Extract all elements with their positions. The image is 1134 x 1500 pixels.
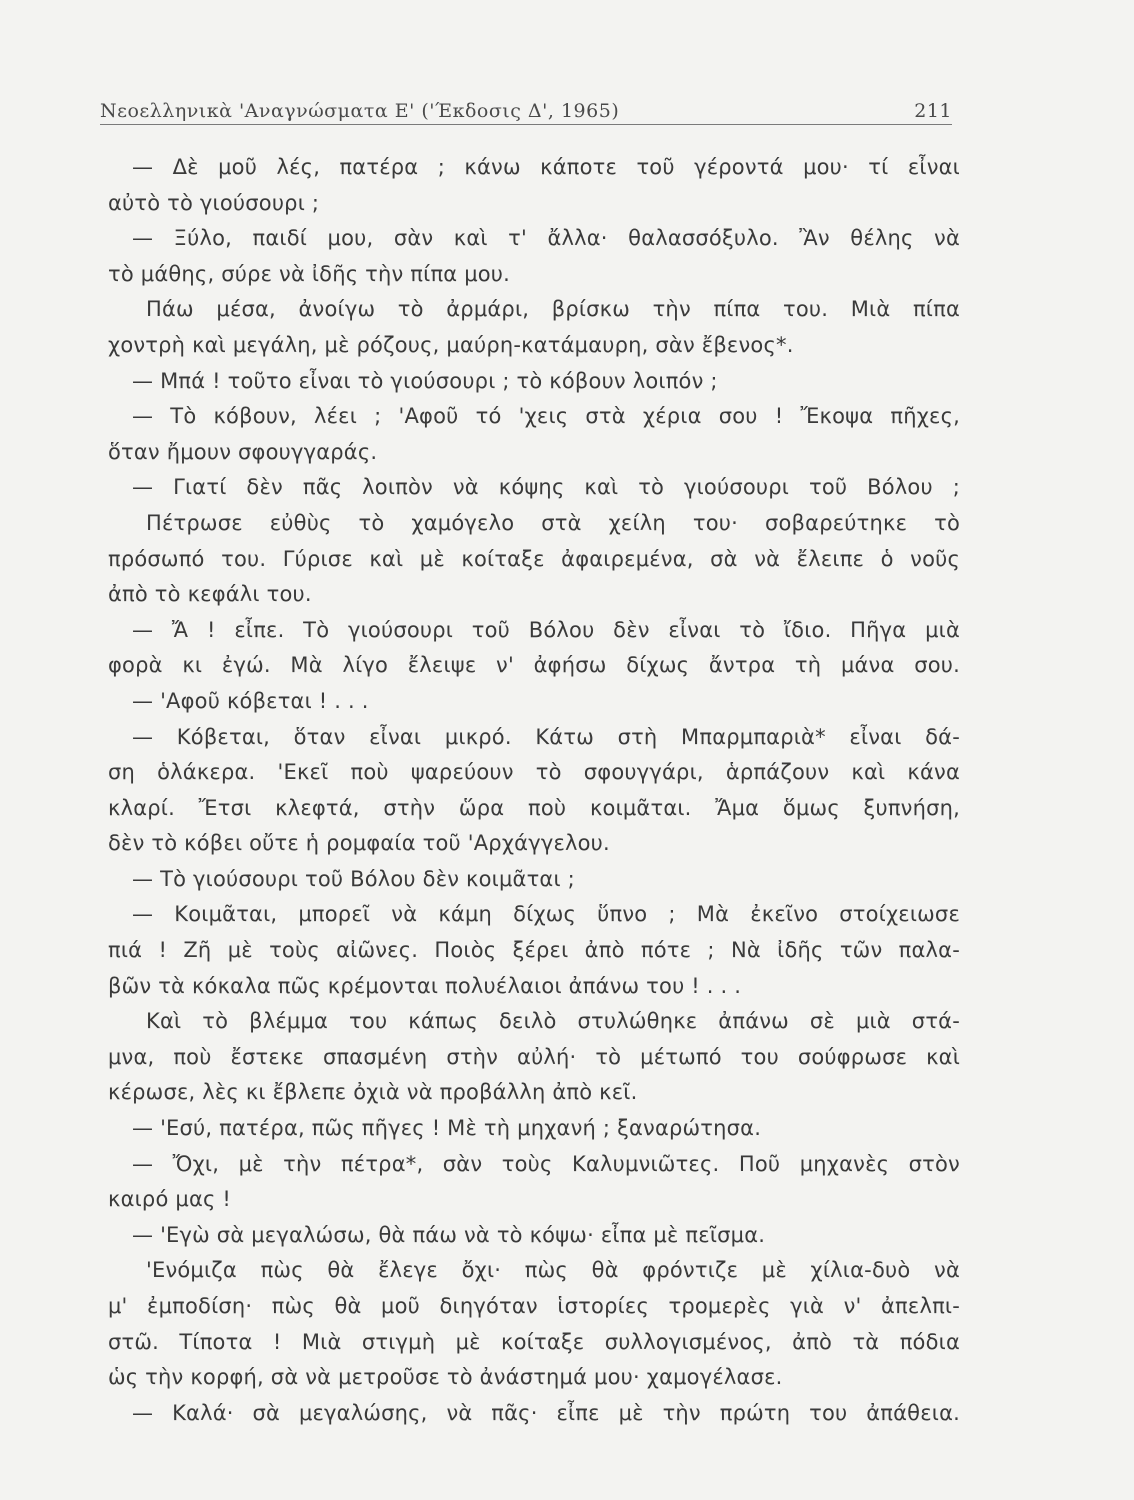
text-line: — Κοιμᾶται, μπορεῖ νὰ κάμη δίχως ὕπνο ; Μὰ ἐκεῖνο στοίχειωσε [132,902,960,927]
text-line: — Κόβεται, ὅταν εἶναι μικρό. Κάτω στὴ Μπαρμπαριὰ* εἶναι δά- [132,724,960,749]
running-title: Νεοελληνικὰ 'Αναγνώσματα Ε' ('Έκδοσις Δ', 1965) [100,100,620,122]
text-line: — Τὸ κόβουν, λέει ; 'Αφοῦ τό 'χεις στὰ χέρια σου ! Ἔκοψα πῆχες, [132,404,960,429]
text-line: τὸ μάθης, σύρε νὰ ἰδῆς τὴν πίπα μου. [108,261,511,286]
text-line: ἀπὸ τὸ κεφάλι του. [108,582,312,607]
text-line: — Μπά ! τοῦτο εἶναι τὸ γιούσουρι ; τὸ κόβουν λοιπόν ; [132,368,718,393]
text-line: πιά ! Ζῆ μὲ τοὺς αἰῶνες. Ποιὸς ξέρει ἀπὸ πότε ; Νὰ ἰδῆς τῶν παλα- [108,938,960,963]
text-line: Καὶ τὸ βλέμμα του κάπως δειλὸ στυλώθηκε ἀπάνω σὲ μιὰ στά- [146,1009,960,1034]
text-line: — 'Εγὼ σὰ μεγαλώσω, θὰ πάω νὰ τὸ κόψω· εἶπα μὲ πεῖσμα. [132,1222,766,1247]
text-line: Πάω μέσα, ἀνοίγω τὸ ἀρμάρι, βρίσκω τὴν πίπα του. Μιὰ πίπα [146,297,960,322]
page-number: 211 [914,100,952,122]
text-line: στῶ. Τίποτα ! Μιὰ στιγμὴ μὲ κοίταξε συλλογισμένος, ἀπὸ τὰ πόδια [108,1329,960,1354]
running-header [100,92,952,122]
text-line: ὅταν ἤμουν σφουγγαράς. [108,439,378,464]
text-line: αὐτὸ τὸ γιούσουρι ; [108,190,320,215]
text-line: — Ξύλο, παιδί μου, σὰν καὶ τ' ἄλλα· θαλασσόξυλο. Ἂν θέλης νὰ [132,226,960,251]
text-line: — Γιατί δὲν πᾶς λοιπὸν νὰ κόψης καὶ τὸ γιούσουρι τοῦ Βόλου ; [132,475,960,500]
text-line: χοντρὴ καὶ μεγάλη, μὲ ρόζους, μαύρη-κατάμαυρη, σὰν ἔβενος*. [108,332,794,357]
text-line: κέρωσε, λὲς κι ἔβλεπε ὀχιὰ νὰ προβάλλη ἀπὸ κεῖ. [108,1080,638,1105]
text-line: βῶν τὰ κόκαλα πῶς κρέμονται πολυέλαιοι ἀπάνω του ! . . . [108,973,742,998]
text-line: φορὰ κι ἐγώ. Μὰ λίγο ἔλειψε ν' ἀφήσω δίχως ἄντρα τὴ μάνα σου. [108,653,960,678]
text-line: 'Ενόμιζα πὼς θὰ ἔλεγε ὄχι· πὼς θὰ φρόντιζε μὲ χίλια-δυὸ νὰ [146,1258,960,1283]
text-line: — Καλά· σὰ μεγαλώσης, νὰ πᾶς· εἶπε μὲ τὴν πρώτη του ἀπάθεια. [132,1400,960,1425]
header-rule [100,124,952,125]
text-line: — Τὸ γιούσουρι τοῦ Βόλου δὲν κοιμᾶται ; [132,866,575,891]
text-line: — Ὄχι, μὲ τὴν πέτρα*, σὰν τοὺς Καλυμνιῶτες. Ποῦ μηχανὲς στὸν [132,1151,960,1176]
text-line: ὡς τὴν κορφή, σὰ νὰ μετροῦσε τὸ ἀνάστημά μου· χαμογέλασε. [108,1365,783,1390]
text-line: πρόσωπό του. Γύρισε καὶ μὲ κοίταξε ἀφαιρεμένα, σὰ νὰ ἔλειπε ὁ νοῦς [108,546,960,571]
text-line: μνα, ποὺ ἔστεκε σπασμένη στὴν αὐλή· τὸ μέτωπό του σούφρωσε καὶ [108,1044,960,1069]
text-line: — Δὲ μοῦ λές, πατέρα ; κάνω κάποτε τοῦ γέροντά μου· τί εἶναι [132,155,960,179]
text-line: — Ἄ ! εἶπε. Τὸ γιούσουρι τοῦ Βόλου δὲν εἶναι τὸ ἴδιο. Πῆγα μιὰ [132,617,960,642]
text-line: — 'Εσύ, πατέρα, πῶς πῆγες ! Μὲ τὴ μηχανή ; ξαναρώτησα. [132,1116,762,1141]
text-line: — 'Αφοῦ κόβεται ! . . . [132,688,369,713]
text-line: κλαρί. Ἔτσι κλεφτά, στὴν ὥρα ποὺ κοιμᾶται. Ἄμα ὅμως ξυπνήση, [108,795,960,820]
body-text [108,150,960,1431]
text-line: μ' ἐμποδίση· πὼς θὰ μοῦ διηγόταν ἱστορίες τρομερὲς γιὰ ν' ἀπελπι- [108,1294,960,1318]
text-line: δὲν τὸ κόβει οὔτε ἡ ρομφαία τοῦ 'Αρχάγγελου. [108,831,610,856]
text-line: καιρό μας ! [108,1187,232,1212]
text-line: Πέτρωσε εὐθὺς τὸ χαμόγελο στὰ χείλη του· σοβαρεύτηκε τὸ [146,510,960,535]
text-line: ση ὁλάκερα. 'Εκεῖ ποὺ ψαρεύουν τὸ σφουγγάρι, ἁρπάζουν καὶ κάνα [108,760,960,785]
